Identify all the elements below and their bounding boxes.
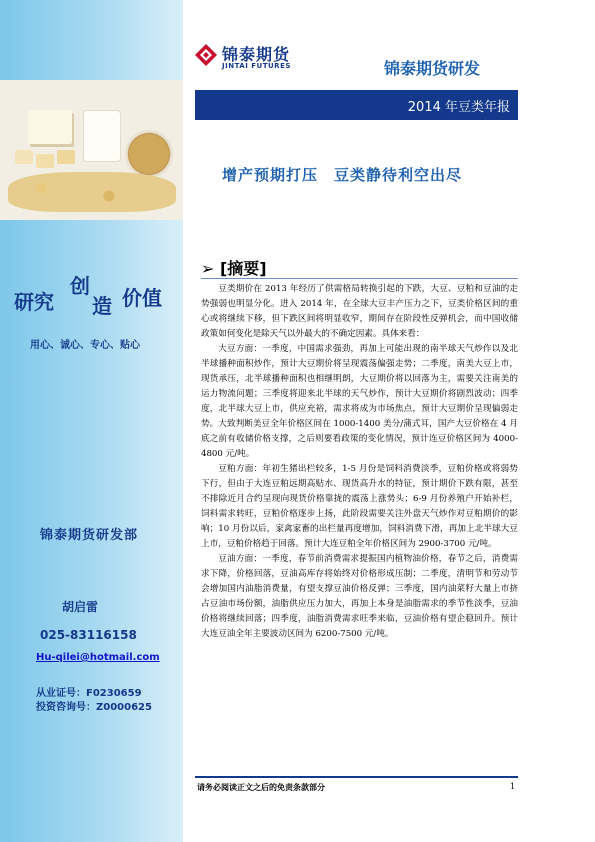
disclaimer-notice: 请务必阅读正文之后的免责条款部分 (197, 783, 325, 792)
slogan-research: 研究 (14, 290, 54, 314)
abstract-paragraph: 大豆方面：一季度，中国需求强劲，再加上可能出现的南半球天气炒作以及北半球播种面积炒作，预计大豆期价将呈现震荡偏强走势；二季度，南美大豆上市，现货承压，北半球播种面积也相继明朗，大豆期价将以回落为主，需要关注南美的运力物流问题；三季度将迎来北半球的天气炒作，预计大豆期价将剧烈波动；四季度，北半球大豆上市，供应充裕，需求将成为市场焦点，预计大豆期价呈现偏弱走势。大致判断美豆全年价格区间在 1000-1400 美分/蒲式耳，国产大豆价格在 4 月底之前有收储价格支撑，之后则要看政策的变化情况，预计连豆价格区间为 4000-4800 元/吨。 (201, 344, 518, 459)
practice-certificate: 从业证号：F0230659 (36, 688, 142, 699)
section-divider (201, 278, 518, 279)
brand-research-label: 锦泰期货研发 (384, 59, 481, 78)
soybean-pile (8, 172, 176, 212)
soy-milk-glass (83, 110, 121, 162)
arrow-bullet-icon: ➢ (201, 259, 215, 278)
consulting-certificate: 投资咨询号：Z0000625 (36, 702, 152, 713)
tofu-block (28, 110, 72, 144)
tofu-cube (57, 150, 75, 164)
soybean-bowl (125, 130, 173, 178)
analyst-email-link[interactable]: Hu-qilei@hotmail.com (36, 652, 160, 663)
report-title-bar (195, 90, 518, 120)
department-name: 锦泰期货研发部 (40, 528, 139, 543)
logo-chinese-name: 锦泰期货 (222, 45, 291, 64)
jintai-logo-icon (195, 44, 217, 66)
analyst-phone: 025-83116158 (40, 628, 137, 642)
soy-products-photo (0, 80, 183, 220)
section-title: [摘要] (219, 259, 267, 278)
tofu-cube (36, 154, 54, 168)
abstract-paragraph: 豆类期价在 2013 年经历了供需格局转换引起的下跌，大豆、豆粕和豆油的走势强弱也明显分化。进入 2014 年，在全球大豆丰产压力之下，豆类价格区间的重心或将继续下移，但下跌区间将明显收窄，期间存在阶段性反弹机会，而中国收储政策如何变化是除天气以外最大的不确定因素。具体来看： (201, 284, 518, 339)
slogan-create: 创 (70, 274, 90, 298)
values-line: 用心、诚心、专心、贴心 (30, 340, 140, 351)
section-heading (201, 256, 267, 279)
report-title: 2014 年豆类年报 (407, 100, 510, 115)
slogan-make: 造 (92, 294, 112, 318)
tofu-cube (15, 150, 33, 164)
abstract-paragraph: 豆油方面：一季度，春节前消费需求提振国内植物油价格，春节之后，消费需求下降，价格回落，豆油高库存将始终对价格形成压制；二季度，清明节和劳动节会增加国内油脂消费量，有望支撑豆油价格反弹；三季度，国内油菜籽大量上市挤占豆油市场份额，油脂供应压力加大，再加上本身是油脂需求的季节性淡季，豆油价格将继续回落；四季度，油脂消费需求旺季来临，豆油价格有望企稳回升。预计大连豆油全年主要波动区间为 6200-7500 元/吨。 (201, 554, 518, 639)
slogan-value: 价值 (122, 286, 162, 310)
abstract-paragraph: 豆粕方面：年初生猪出栏较多，1-5 月份是饲料消费淡季，豆粕价格或将弱势下行，但由于大连豆粕远期高贴水、现货高升水的特征，预计期价下跌有限，甚至不排除近月合约呈现向现货价格靠拢的震荡上涨势头；6-9 月份养殖户开始补栏，饲料需求转旺，豆粕价格逐步上扬，此阶段需要关注外盘天气炒作对豆粕期价的影响；10 月份以后，家禽家畜的出栏量再度增加，饲料消费下滑，再加上北半球大豆上市，豆粕价格趋于回落。预计大连豆粕全年价格区间为 2900-3700 元/吨。 (201, 464, 518, 549)
slogan (0, 268, 183, 318)
logo-english-name: JINTAI FUTURES (222, 62, 291, 70)
analyst-name: 胡启雷 (62, 600, 99, 614)
left-sidebar (0, 0, 183, 842)
footer-divider (195, 776, 518, 778)
page-number: 1 (510, 782, 516, 791)
report-headline: 增产预期打压 豆类静待利空出尽 (222, 166, 463, 184)
abstract-body (201, 282, 518, 642)
